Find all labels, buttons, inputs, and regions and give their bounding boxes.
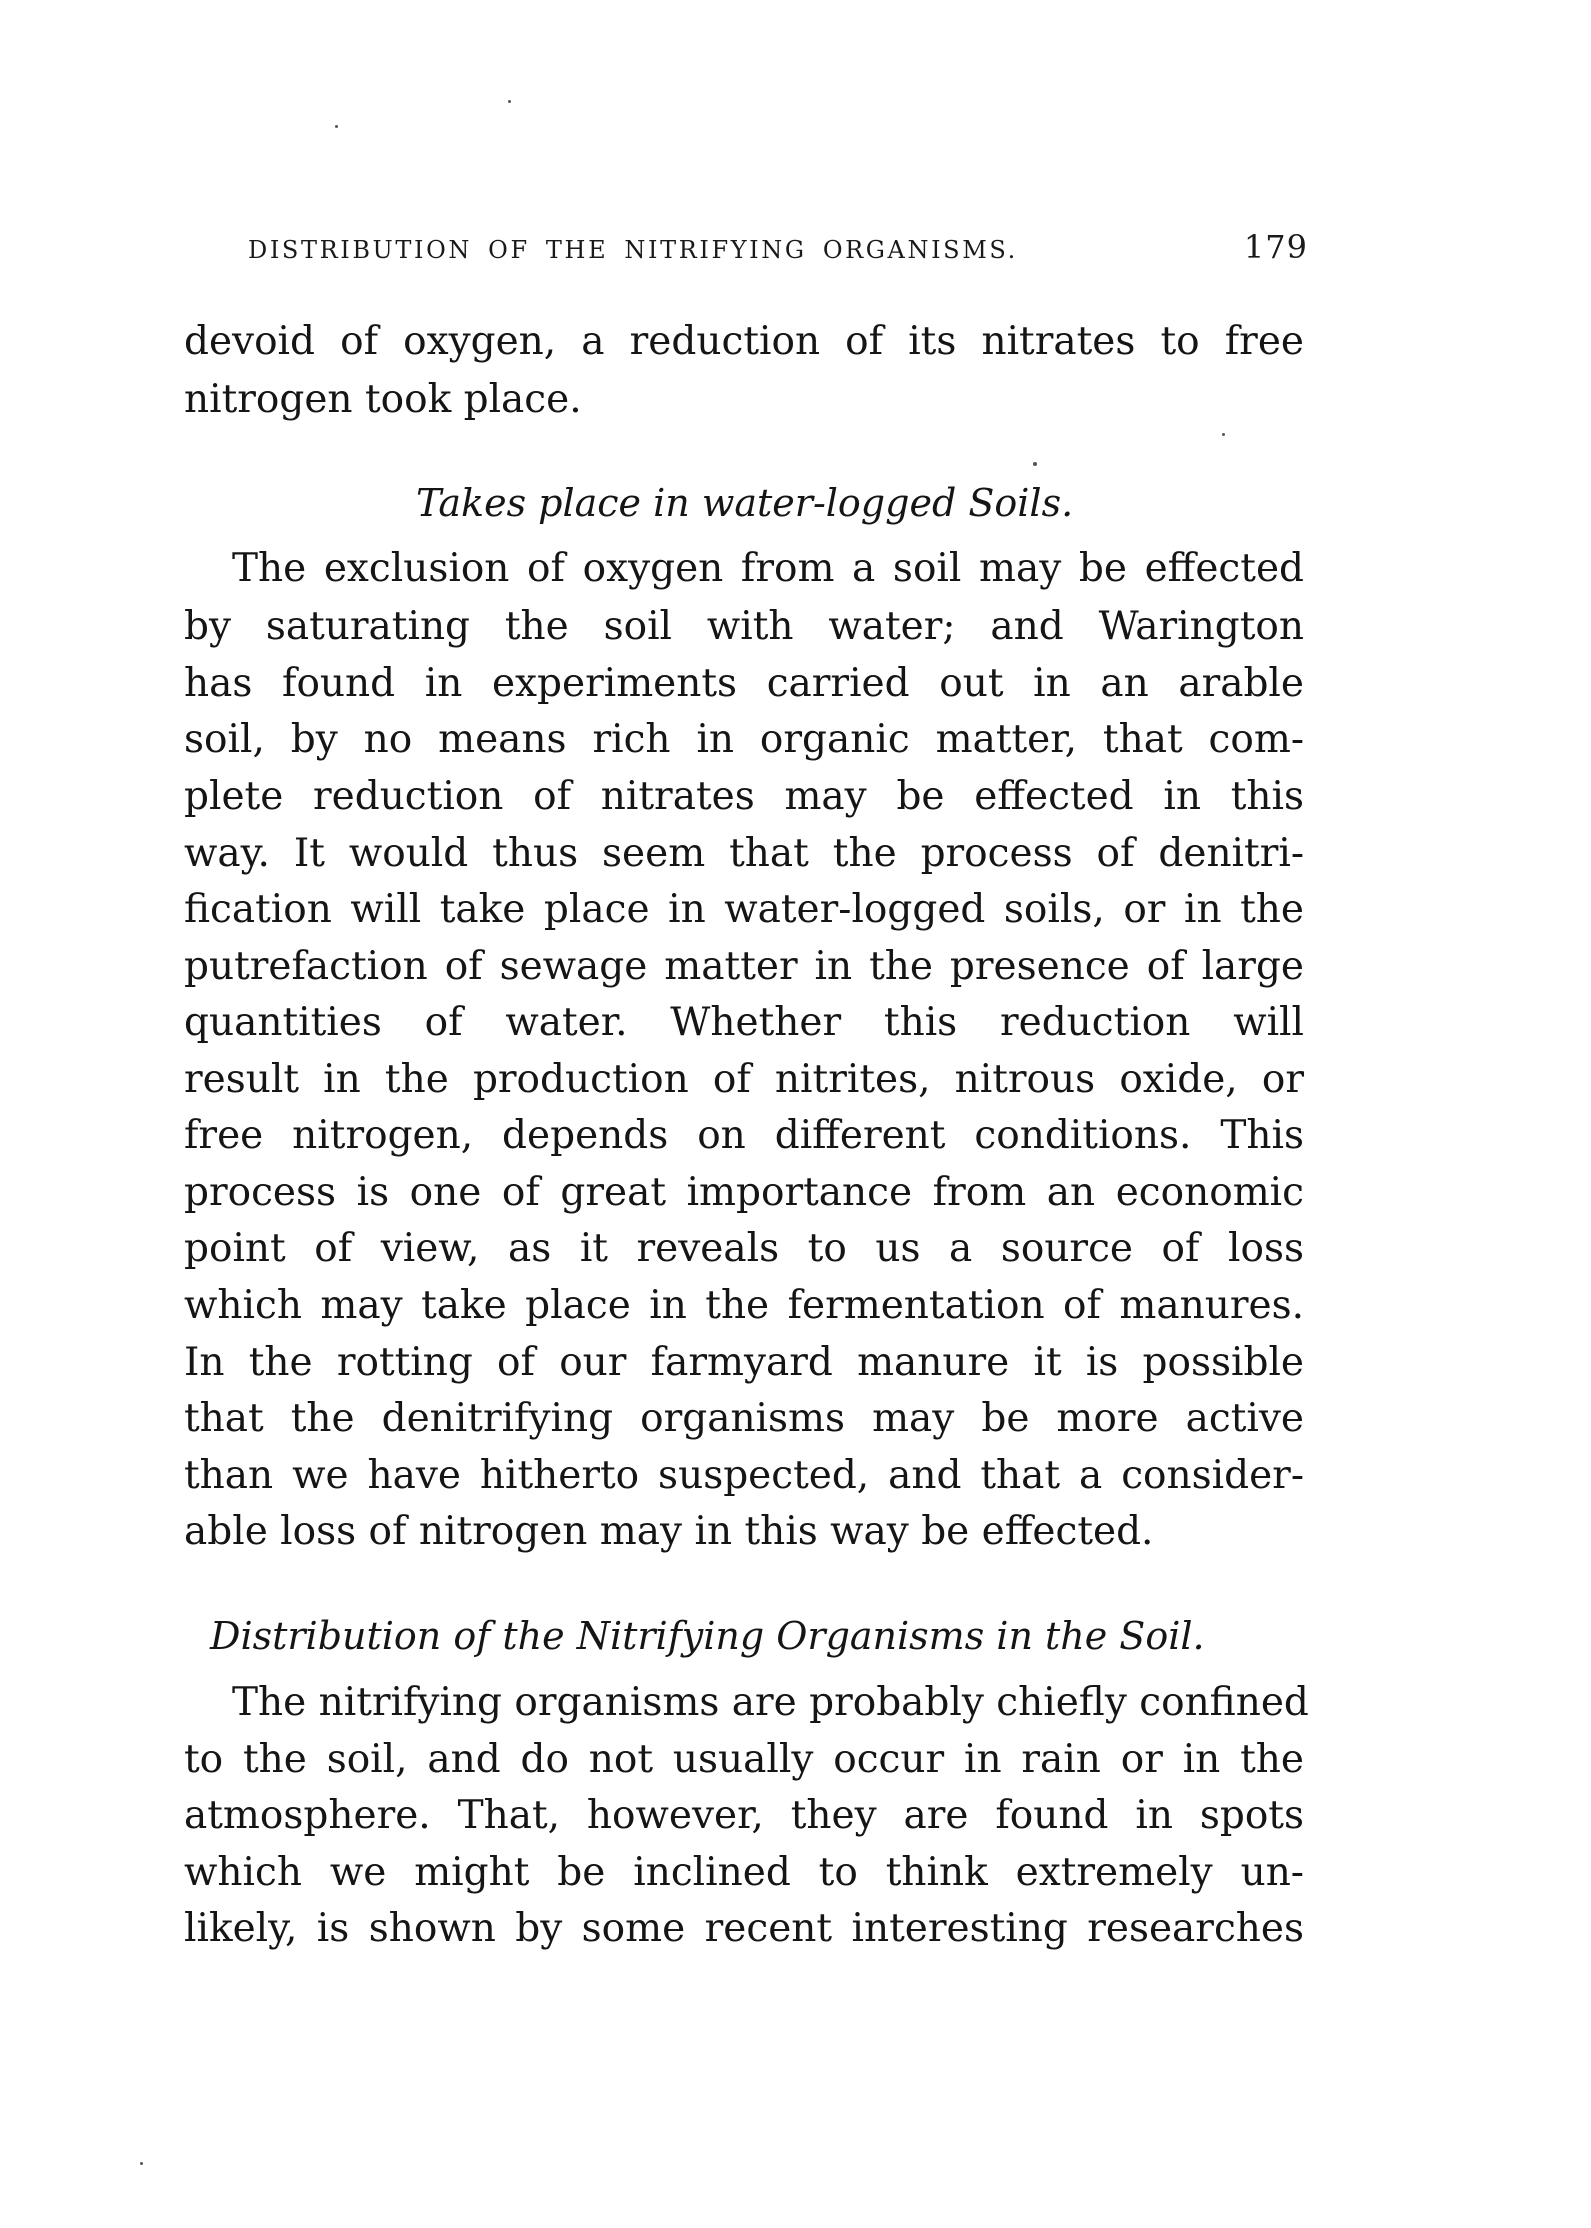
text-line: has found in experiments carried out in an arable (184, 661, 1304, 706)
text-line: result in the production of nitrites, nitrous oxide, or (184, 1057, 1304, 1102)
page-number: 179 (1243, 228, 1308, 266)
text-line: than we have hitherto suspected, and that a consider- (184, 1453, 1304, 1498)
text-line: putrefaction of sewage matter in the presence of large (184, 944, 1304, 989)
text-line: that the denitrifying organisms may be more active (184, 1396, 1304, 1441)
text-line: to the soil, and do not usually occur in rain or in the (184, 1737, 1304, 1782)
text-line: plete reduction of nitrates may be effected in this (184, 774, 1304, 819)
section-heading: Distribution of the Nitrifying Organisms in the Soil. (210, 1614, 1205, 1658)
text-line: likely, is shown by some recent interesting researches (184, 1906, 1304, 1951)
ink-speck (508, 100, 511, 103)
ink-speck (1222, 433, 1225, 436)
text-line: The nitrifying organisms are probably chiefly confined (232, 1680, 1309, 1725)
text-line: The exclusion of oxygen from a soil may be effected (232, 546, 1304, 591)
ink-speck (335, 125, 338, 128)
text-line: atmosphere. That, however, they are found in spots (184, 1793, 1304, 1838)
text-line: devoid of oxygen, a reduction of its nitrates to free (184, 319, 1304, 364)
section-heading: Takes place in water-logged Soils. (416, 481, 1074, 525)
text-line: process is one of great importance from an economic (184, 1170, 1304, 1215)
text-line: able loss of nitrogen may in this way be effected. (184, 1509, 1154, 1554)
text-line: which we might be inclined to think extremely un- (184, 1850, 1304, 1895)
text-line: fication will take place in water-logged soils, or in the (184, 887, 1304, 932)
text-line: In the rotting of our farmyard manure it is possible (184, 1340, 1304, 1385)
text-line: free nitrogen, depends on different conditions. This (184, 1113, 1304, 1158)
ink-speck (1033, 462, 1037, 466)
text-line: by saturating the soil with water; and Warington (184, 604, 1304, 649)
text-line: point of view, as it reveals to us a source of loss (184, 1226, 1304, 1271)
ink-speck (140, 2162, 143, 2165)
text-line: which may take place in the fermentation of manures. (184, 1283, 1304, 1328)
text-line: quantities of water. Whether this reduction will (184, 1000, 1304, 1045)
text-line: nitrogen took place. (184, 377, 582, 422)
text-line: soil, by no means rich in organic matter, that com- (184, 717, 1304, 762)
running-title: DISTRIBUTION OF THE NITRIFYING ORGANISMS. (248, 236, 1018, 264)
running-head (248, 228, 1308, 268)
text-line: way. It would thus seem that the process of denitri- (184, 831, 1304, 876)
